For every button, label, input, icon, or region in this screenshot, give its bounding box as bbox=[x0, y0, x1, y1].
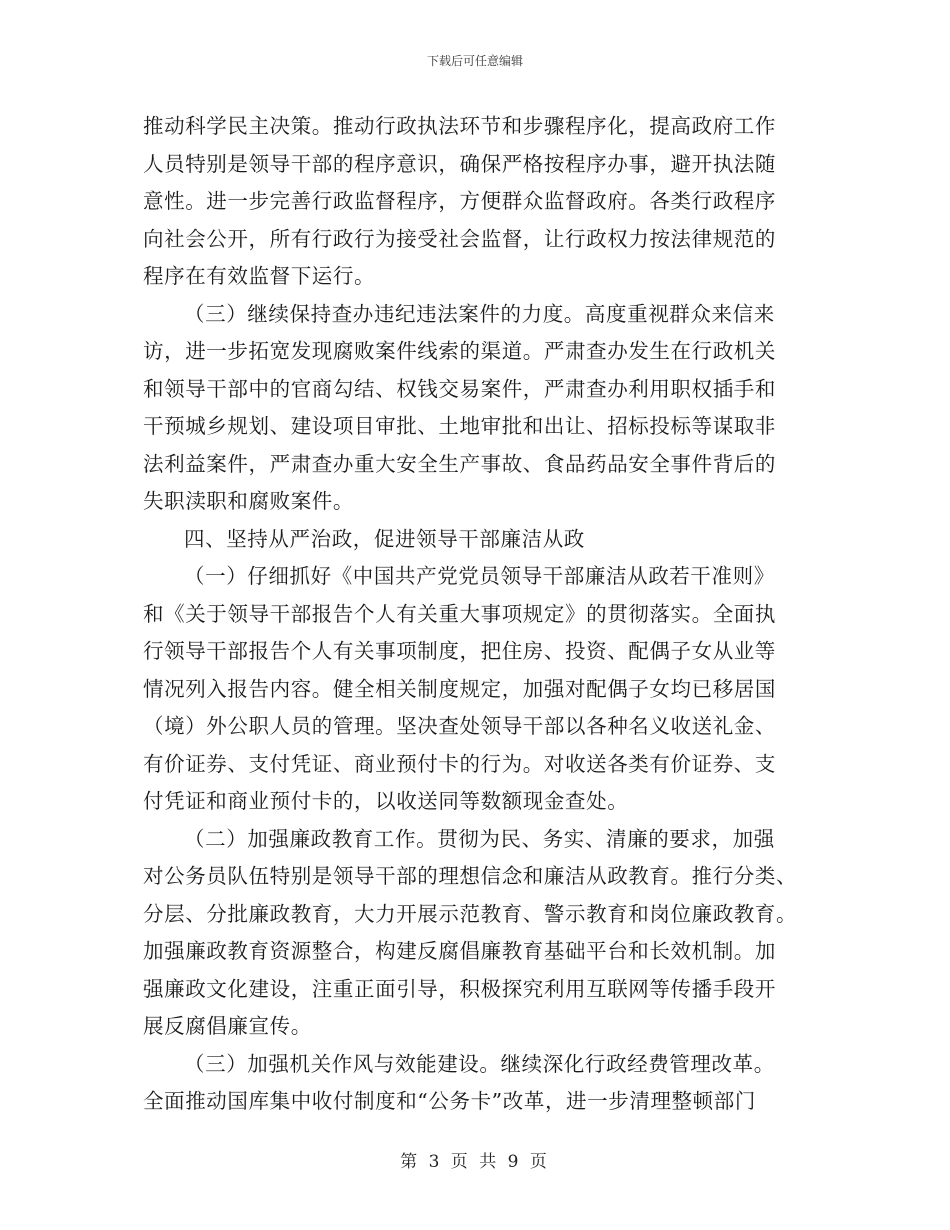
text-line: （境）外公职人员的管理。坚决查处领导干部以各种名义收送礼金、 bbox=[143, 714, 776, 738]
paragraph-start-line: （二）加强廉政教育工作。贯彻为民、务实、清廉的要求，加强 bbox=[184, 826, 775, 851]
text-line: 和《关于领导干部报告个人有关重大事项规定》的贯彻落实。全面执 bbox=[143, 601, 776, 626]
text-line: 展反腐倡廉宣传。 bbox=[143, 1014, 312, 1038]
text-line: 行领导干部报告个人有关事项制度，把住房、投资、配偶子女从业等 bbox=[143, 639, 776, 663]
text-line: 分层、分批廉政教育，大力开展示范教育、警示教育和岗位廉政教育。 bbox=[143, 901, 798, 926]
text-line: 加强廉政教育资源整合，构建反腐倡廉教育基础平台和长效机制。加 bbox=[143, 939, 776, 963]
paragraph-start-line: （一）仔细抓好《中国共产党党员领导干部廉洁从政若干准则》 bbox=[184, 564, 775, 588]
section-heading: 四、坚持从严治政，促进领导干部廉洁从政 bbox=[184, 526, 585, 551]
text-line: 向社会公开，所有行政行为接受社会监督，让行政权力按法律规范的 bbox=[143, 226, 776, 251]
paragraph-start-line: （三）继续保持查办违纪违法案件的力度。高度重视群众来信来 bbox=[184, 301, 775, 326]
text-line: 强廉政文化建设，注重正面引导，积极探究利用互联网等传播手段开 bbox=[143, 976, 776, 1001]
text-line: 有价证券、支付凭证、商业预付卡的行为。对收送各类有价证券、支 bbox=[143, 751, 776, 776]
text-line: 推动科学民主决策。推动行政执法环节和步骤程序化，提高政府工作 bbox=[143, 114, 776, 138]
text-line: 情况列入报告内容。健全相关制度规定，加强对配偶子女均已移居国 bbox=[143, 676, 776, 701]
text-line: 访，进一步拓宽发现腐败案件线索的渠道。严肃查办发生在行政机关 bbox=[143, 339, 776, 363]
text-line: 对公务员队伍特别是领导干部的理想信念和廉洁从政教育。推行分类、 bbox=[143, 864, 798, 888]
text-line: 程序在有效监督下运行。 bbox=[143, 264, 376, 288]
paragraph-start-line: （三）加强机关作风与效能建设。继续深化行政经费管理改革。 bbox=[184, 1051, 775, 1076]
page-number-footer: 第 3 页 共 9 页 bbox=[400, 1152, 550, 1172]
text-line: 意性。进一步完善行政监督程序，方便群众监督政府。各类行政程序 bbox=[143, 189, 776, 213]
body-text bbox=[143, 108, 807, 1121]
text-line: 法利益案件，严肃查办重大安全生产事故、食品药品安全事件背后的 bbox=[143, 451, 776, 476]
text-line: 和领导干部中的官商勾结、权钱交易案件，严肃查办利用职权插手和 bbox=[143, 376, 776, 401]
text-line: 干预城乡规划、建设项目审批、土地审批和出让、招标投标等谋取非 bbox=[143, 414, 776, 438]
text-line: 失职渎职和腐败案件。 bbox=[143, 489, 354, 513]
text-line: 人员特别是领导干部的程序意识，确保严格按程序办事，避开执法随 bbox=[143, 151, 776, 176]
text-line: 付凭证和商业预付卡的，以收送同等数额现金查处。 bbox=[143, 789, 629, 813]
text-line: 全面推动国库集中收付制度和“公务卡”改革，进一步清理整顿部门 bbox=[143, 1089, 756, 1113]
header-note: 下载后可任意编辑 bbox=[426, 54, 523, 68]
